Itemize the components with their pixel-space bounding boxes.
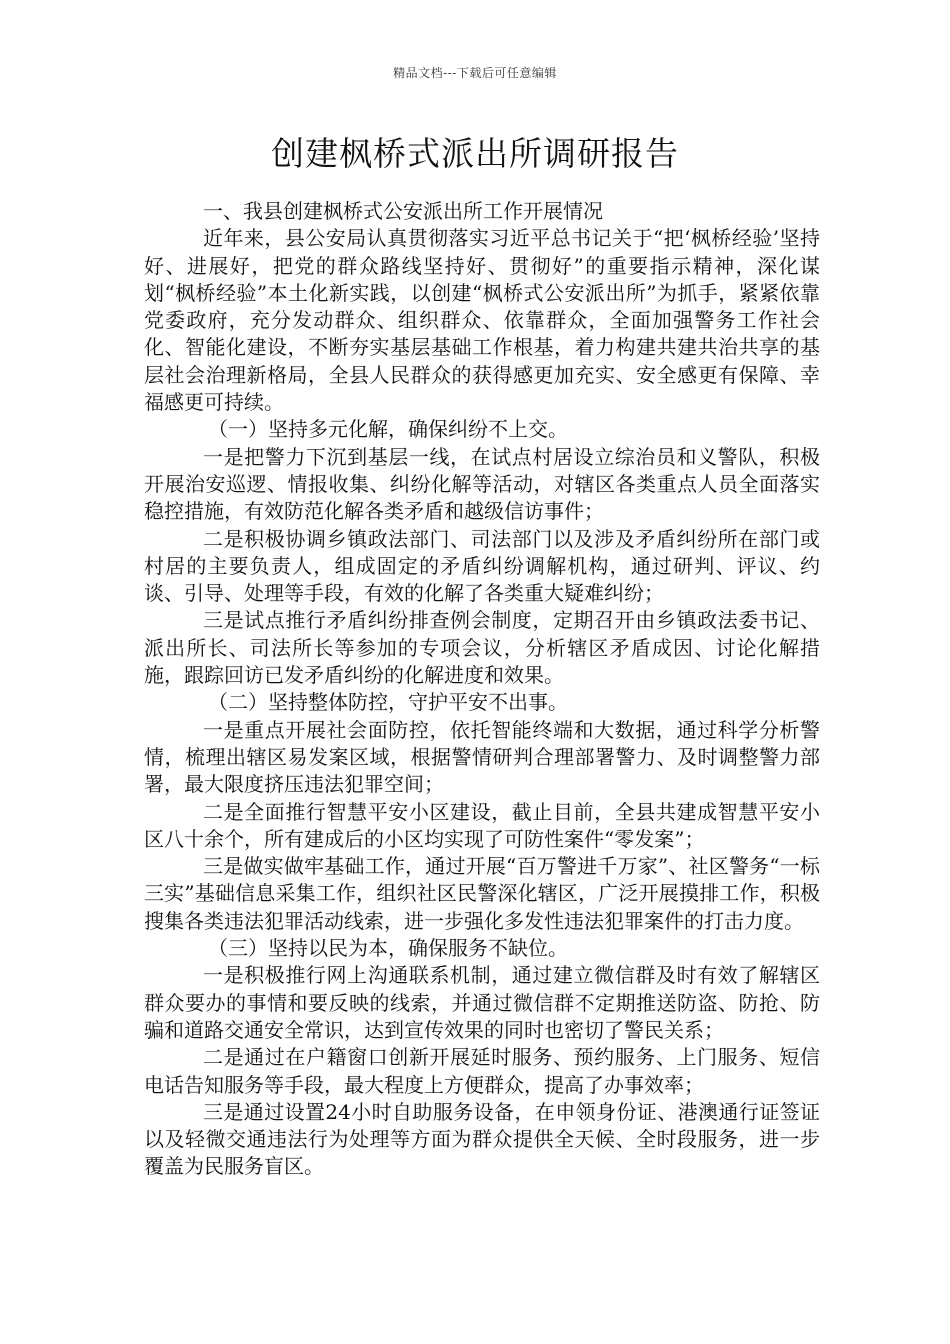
body-paragraph: 三是做实做牢基础工作，通过开展“百万警进千万家”、社区警务“一标三实”基础信息采集工作，组织社区民警深化辖区，广泛开展摸排工作，积极搜集各类违法犯罪活动线索，进一步强化多发性违法犯罪案件的打击力度。 xyxy=(144,854,820,933)
subsection-heading: （二）坚持整体防控，守护平安不出事。 xyxy=(208,690,568,715)
body-paragraph: 二是通过在户籍窗口创新开展延时服务、预约服务、上门服务、短信电话告知服务等手段，最大程度上方便群众，提高了办事效率； xyxy=(144,1045,820,1097)
body-paragraph: 近年来，县公安局认真贯彻落实习近平总书记关于“把‘枫桥经验’坚持好、进展好，把党的群众路线坚持好、贯彻好”的重要指示精神，深化谋划“枫桥经验”本土化新实践，以创建“枫桥式公安派出所”为抓手，紧紧依靠党委政府，充分发动群众、组织群众、依靠群众，全面加强警务工作社会化、智能化建设，不断夯实基层基础工作根基，着力构建共建共治共享的基层社会治理新格局，全县人民群众的获得感更加充实、安全感更有保障、幸福感更可持续。 xyxy=(144,226,820,415)
body-paragraph: 三是通过设置24小时自助服务设备，在申领身份证、港澳通行证签证以及轻微交通违法行为处理等方面为群众提供全天候、全时段服务，进一步覆盖为民服务盲区。 xyxy=(144,1099,820,1179)
section-heading: 一、我县创建枫桥式公安派出所工作开展情况 xyxy=(203,199,603,223)
document-title: 创建枫桥式派出所调研报告 xyxy=(271,134,679,173)
body-paragraph: 三是试点推行矛盾纠纷排查例会制度，定期召开由乡镇政法委书记、派出所长、司法所长等参加的专项会议，分析辖区矛盾成因、讨论化解措施，跟踪回访已发矛盾纠纷的化解进度和效果。 xyxy=(144,608,820,688)
body-paragraph: 一是重点开展社会面防控，依托智能终端和大数据，通过科学分析警情，梳理出辖区易发案区域，根据警情研判合理部署警力、及时调整警力部署，最大限度挤压违法犯罪空间； xyxy=(144,717,820,797)
body-paragraph: 一是积极推行网上沟通联系机制，通过建立微信群及时有效了解辖区群众要办的事情和要反映的线索，并通过微信群不定期推送防盗、防抢、防骗和道路交通安全常识，达到宣传效果的同时也密切了警民关系； xyxy=(144,963,820,1042)
body-paragraph: 一是把警力下沉到基层一线，在试点村居设立综治员和义警队，积极开展治安巡逻、情报收集、纠纷化解等活动，对辖区各类重点人员全面落实稳控措施，有效防范化解各类矛盾和越级信访事件； xyxy=(144,444,820,524)
page-header-note: 精品文档---下载后可任意编辑 xyxy=(393,66,557,80)
subsection-heading: （三）坚持以民为本，确保服务不缺位。 xyxy=(208,936,568,961)
body-paragraph: 二是全面推行智慧平安小区建设，截止目前，全县共建成智慧平安小区八十余个，所有建成后的小区均实现了可防性案件“零发案”； xyxy=(144,799,820,851)
subsection-heading: （一）坚持多元化解，确保纠纷不上交。 xyxy=(208,417,568,442)
body-paragraph: 二是积极协调乡镇政法部门、司法部门以及涉及矛盾纠纷所在部门或村居的主要负责人，组成固定的矛盾纠纷调解机构，通过研判、评议、约谈、引导、处理等手段，有效的化解了各类重大疑难纠纷； xyxy=(144,526,820,606)
document-body xyxy=(144,198,820,1181)
